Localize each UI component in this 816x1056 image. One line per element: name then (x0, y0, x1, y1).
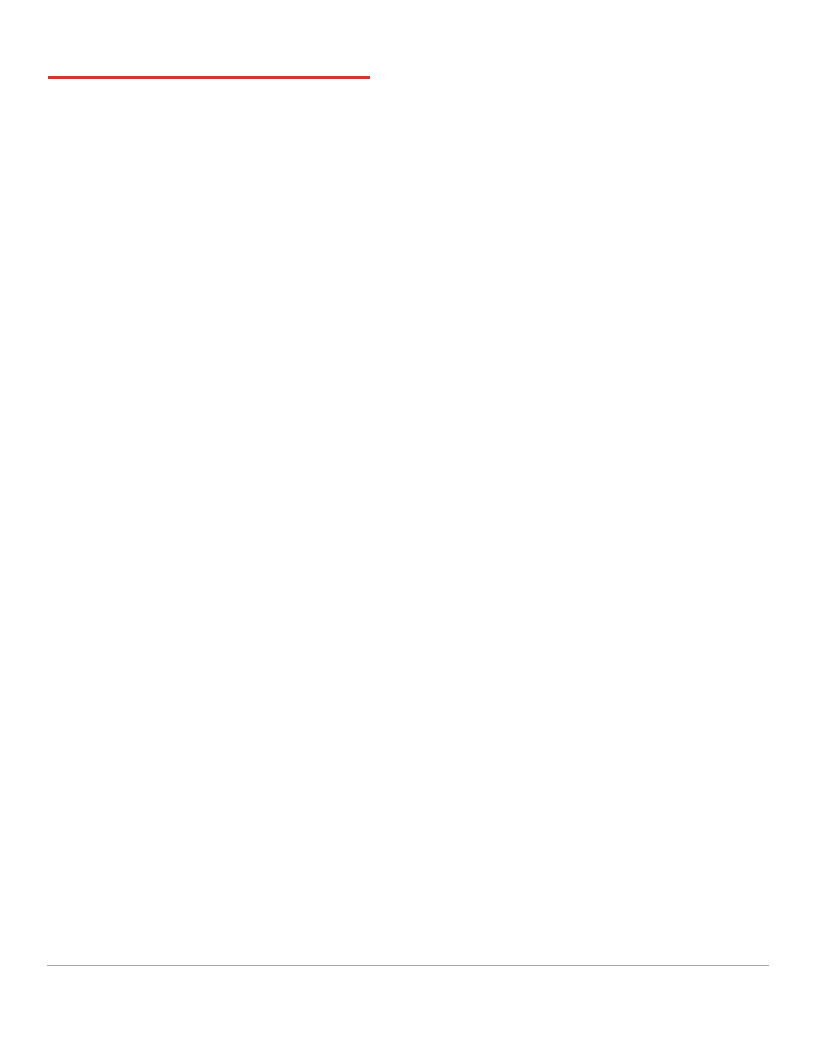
osi-logo (48, 44, 370, 82)
page-footer (47, 956, 769, 972)
footer-divider (47, 965, 769, 966)
logo-underline (48, 76, 370, 79)
